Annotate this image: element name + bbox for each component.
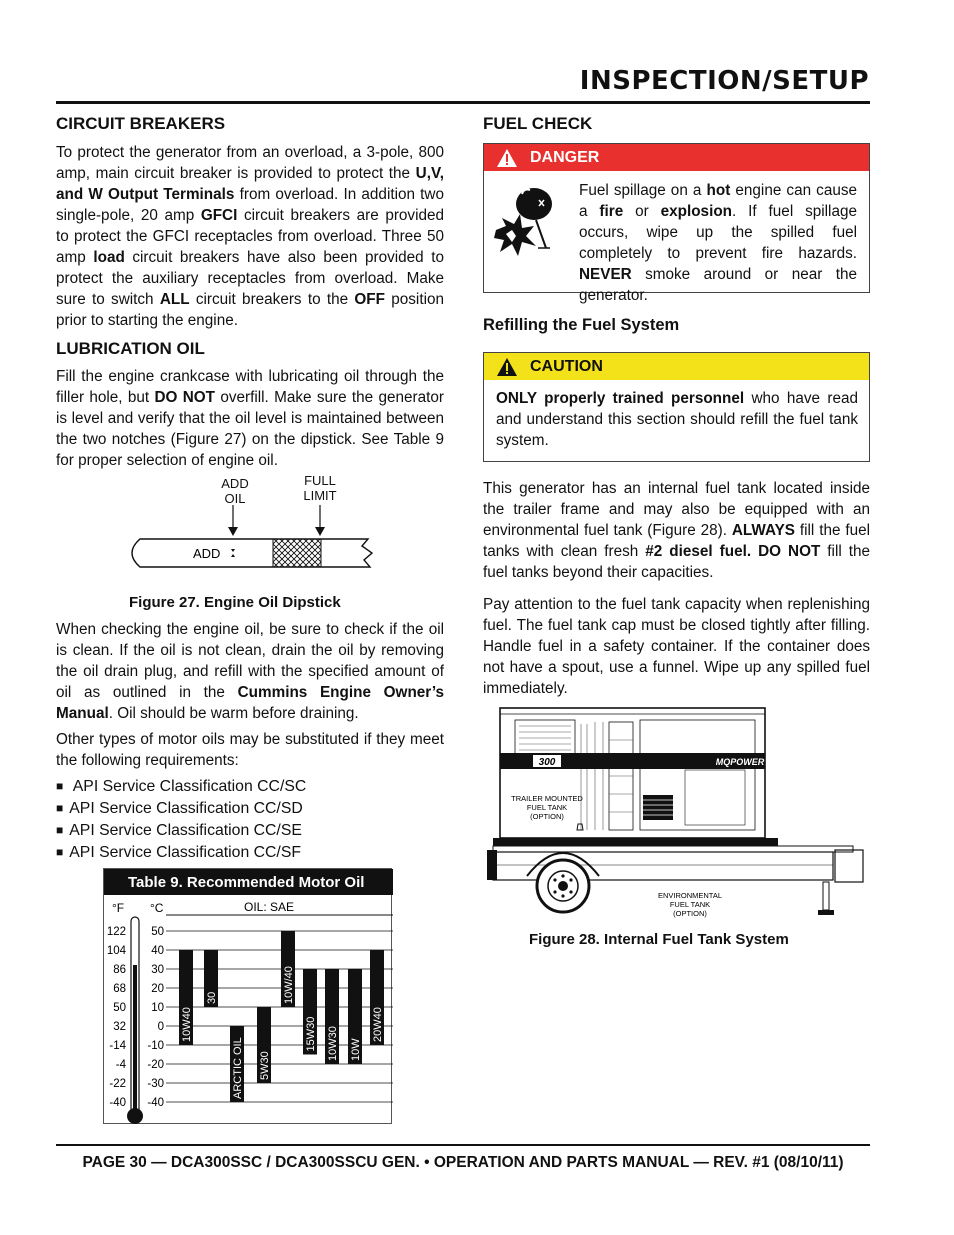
warning-triangle-icon [496,357,518,377]
oil-bar-label: 5W30 [259,1051,271,1080]
lubrication-paragraph: Fill the engine crankcase with lubricating oil through the filler hole, but DO NOT overfill. Make sure the generator is level and verify that the oil level is maintained between the two notches (Figure 27) on the dipstick. See Table 9 for proper selection of engine oil. [56,368,444,469]
list-item: ■ API Service Classification CC/SE [56,820,444,842]
celsius-tick: -20 [147,1059,164,1071]
fahrenheit-tick: 86 [113,964,126,976]
oil-bar-label: 20W40 [372,1007,384,1042]
fuel-check-heading: FUEL CHECK [483,114,593,133]
model-badge-text: 300 [538,757,556,768]
celsius-tick: 0 [157,1021,164,1033]
celsius-tick: 10 [151,1002,164,1014]
label-line: FUEL TANK [526,803,568,812]
label-line: FUEL TANK [669,900,711,909]
thermometer-bulb [127,1108,143,1124]
api-classification-list [56,776,444,864]
fahrenheit-tick: -22 [109,1078,126,1090]
celsius-tick: -30 [147,1078,164,1090]
figure-28-caption: Figure 28. Internal Fuel Tank System [529,931,789,948]
oil-bar-label: 10W30 [327,1026,339,1061]
motor-oil-table [103,868,392,1124]
warning-triangle-icon [496,148,518,168]
oil-check-paragraph: When checking the engine oil, be sure to check if the oil is clean. If the oil is not clean, drain the oil by removing the oil drain plug, and refill with the specified amount of oil as outlined in the Cummins Engine Owner’s Manual. Oil should be warm before draining. [56,621,445,722]
danger-label: DANGER [530,148,600,166]
fuel-tank-paragraph: This generator has an internal fuel tank located inside the trailer frame and may also be equipped with an environmental fuel tank (Figure 28). ALWAYS fill the fuel tanks with clean fresh #2 diesel fuel. DO NOT fill the fuel tanks beyond their capacities. [483,480,870,581]
dipstick-full-limit-label: FULL LIMIT [303,473,337,503]
brand-text: MQPOWER [715,757,765,767]
label-line: ENVIRONMENTAL [657,891,723,900]
footer-rule [56,1144,870,1146]
danger-header [484,144,869,171]
caution-label: CAUTION [530,357,603,375]
motor-oil-chart [104,895,393,1125]
fahrenheit-label: °F [112,901,125,915]
celsius-tick: 20 [151,983,164,995]
celsius-tick: 30 [151,964,164,976]
oil-bar-label: 15W30 [305,1016,317,1052]
circuit-breakers-paragraph: To protect the generator from an overload, a 3-pole, 800 amp, main circuit breaker is provided to protect the U,V, and W Output Terminals from overload. In addition two single-pole, 20 amp GFCI circuit breakers are provided to protect the GFCI receptacles from overload. Three 50 amp load circuit breakers have also been provided to protect the auxiliary receptacles from overload. Make sure to switch ALL circuit breakers to the OFF position prior to starting the engine. [56,144,444,329]
caution-box [483,352,870,462]
danger-box [483,143,870,304]
generator-trailer-diagram [485,700,865,922]
fahrenheit-tick: 50 [113,1002,126,1014]
oil-bar-label: 10W [350,1038,362,1061]
list-item: ■ API Service Classification CC/SC [56,776,444,798]
fahrenheit-tick: 32 [113,1021,126,1033]
celsius-tick: -10 [147,1040,164,1052]
page-title: INSPECTION/SETUP [579,66,869,96]
fahrenheit-tick: 104 [106,945,126,957]
environmental-tank-label [658,891,722,918]
label-line: (OPTION) [673,909,707,918]
caution-header [484,353,869,380]
caution-text: ONLY properly trained personnel who have read and understand this section should refill the fuel tank system. [496,390,858,449]
celsius-tick: -40 [147,1097,164,1109]
oil-bar-label: 10W40 [181,1007,193,1042]
fahrenheit-tick: -40 [109,1097,126,1109]
table-title: Table 9. Recommended Motor Oil [104,869,393,895]
oil-bar-label: 10W/40 [283,966,295,1004]
thermometer-mercury [133,965,137,1113]
header-rule [56,101,870,104]
dipstick-diagram [120,505,382,571]
explosion-icon [492,182,562,262]
page-footer: PAGE 30 — DCA300SSC / DCA300SSCU GEN. • OPERATION AND PARTS MANUAL — REV. #1 (08/10/11) [82,1154,844,1171]
lubrication-oil-heading: LUBRICATION OIL [56,339,205,358]
list-item: ■ API Service Classification CC/SD [56,798,444,820]
celsius-tick: 40 [151,945,164,957]
oil-bar-label: ARCTIC OIL [232,1037,244,1099]
dipstick-add-oil-label: ADD OIL [221,476,249,506]
other-oils-paragraph: Other types of motor oils may be substituted if they meet the following requirements: [56,731,444,769]
label-line: (OPTION) [530,812,564,821]
celsius-label: °C [150,901,164,915]
fahrenheit-tick: -4 [115,1059,126,1071]
danger-text: Fuel spillage on a hot engine can cause a fire or explosion. If fuel spillage occurs, wipe up the spilled fuel completely to prevent fire hazards. NEVER smoke around or near the generator. [579,182,857,304]
fahrenheit-tick: -14 [109,1040,126,1052]
label-line: TRAILER MOUNTED [511,794,583,803]
dipstick-add-text: ADD [193,546,221,561]
list-item: ■ API Service Classification CC/SF [56,842,444,864]
sae-label: OIL: SAE [243,900,295,914]
circuit-breakers-heading: CIRCUIT BREAKERS [56,114,226,133]
refilling-heading: Refilling the Fuel System [483,316,680,334]
fahrenheit-tick: 122 [106,926,126,938]
figure-27-caption: Figure 27. Engine Oil Dipstick [129,594,341,611]
fuel-capacity-paragraph: Pay attention to the fuel tank capacity when replenishing fuel. The fuel tank cap must be closed tightly after filling. Handle fuel in a safety container. If the container does not have a spout, use a funnel. Wipe up any spilled fuel immediately. [483,596,870,697]
celsius-tick: 50 [151,926,164,938]
oil-bar-label: 30 [206,991,218,1004]
fahrenheit-tick: 68 [113,983,126,995]
